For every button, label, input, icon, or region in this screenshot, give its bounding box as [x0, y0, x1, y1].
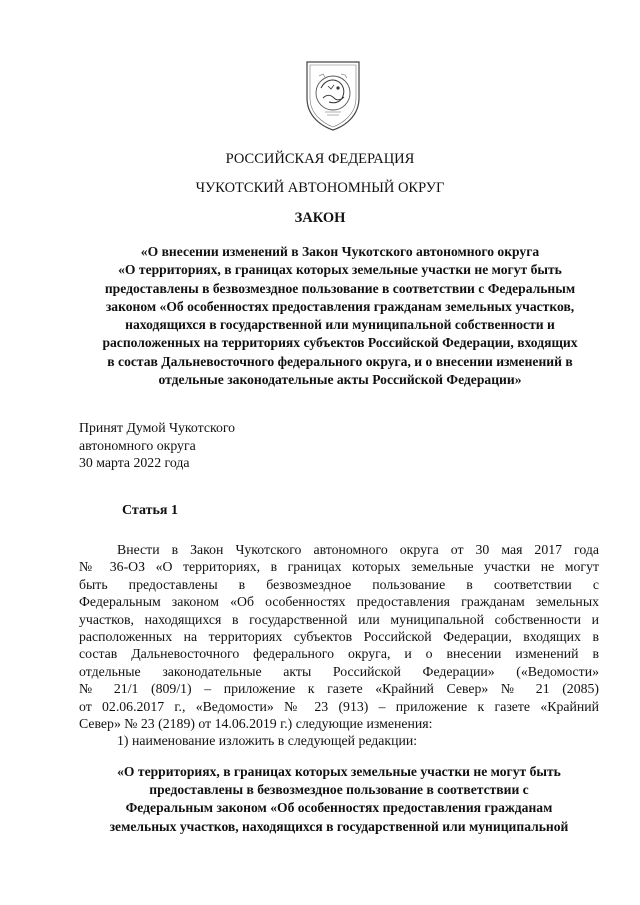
acceptance-note: [79, 419, 235, 472]
title-line: расположенных на территориях субъектов Российской Федерации, входящих: [102, 335, 578, 351]
body-line: от 02.06.2017 г., «Ведомости» № 23 (913) – приложение к газете «Крайний: [79, 698, 599, 714]
quote-line: предоставлены в безвозмездное пользование в соответствии с: [149, 782, 529, 798]
body-line: расположенных на территориях субъектов Российской Федерации, входящих в: [79, 628, 599, 644]
quote-line: «О территориях, в границах которых земельные участки не могут быть: [117, 764, 561, 779]
acceptance-line: 30 марта 2022 года: [79, 455, 190, 470]
body-line: быть предоставлены в безвозмездное пользование в соответствии с: [79, 576, 599, 592]
title-line: предоставлены в безвозмездное пользование в соответствии с Федеральным: [104, 280, 576, 296]
body-line: № 21/1 (809/1) – приложение к газете «Крайний Север» № 21 (2085): [79, 681, 599, 697]
acceptance-line: Принят Думой Чукотского: [79, 420, 236, 435]
doc-type-heading: ЗАКОН: [294, 210, 346, 226]
region-heading: ЧУКОТСКИЙ АВТОНОМНЫЙ ОКРУГ: [195, 180, 445, 196]
article-heading: Статья 1: [122, 503, 178, 518]
body-line: Внести в Закон Чукотского автономного округа от 30 мая 2017 года: [117, 542, 599, 557]
new-title-quote: [79, 763, 599, 836]
title-line: в состав Дальневосточного федерального округа, и о внесении изменений в: [107, 353, 573, 369]
article-body: [79, 541, 599, 750]
body-line: участков, находящихся в государственной или муниципальной собственности и: [79, 611, 599, 627]
title-line: «О внесении изменений в Закон Чукотского автономного округа: [140, 244, 540, 259]
item-1: 1) наименование изложить в следующей редакции:: [117, 733, 418, 749]
federation-heading: РОССИЙСКАЯ ФЕДЕРАЦИЯ: [225, 151, 415, 167]
title-line: законом «Об особенностях предоставления гражданам земельных участков,: [105, 298, 575, 314]
body-line: Федеральным законом «Об особенностях предоставления гражданам земельных: [79, 594, 599, 610]
quote-line: Федеральным законом «Об особенностях предоставления гражданам: [125, 800, 553, 816]
body-line: состав Дальневосточного федерального округа, и о внесении изменений в: [79, 646, 599, 662]
quote-line: земельных участков, находящихся в государственной или муниципальной: [109, 818, 569, 834]
law-title: [80, 243, 600, 389]
coat-of-arms-icon: [301, 58, 365, 132]
title-line: находящихся в государственной или муниципальной собственности и: [125, 317, 555, 333]
title-line: отдельные законодательные акты Российской Федерации»: [158, 372, 522, 388]
body-line: отдельные законодательные акты Российской Федерации» («Ведомости»: [79, 663, 599, 679]
acceptance-line: автономного округа: [79, 437, 196, 453]
body-line: № 36-ОЗ «О территориях, в границах которых земельные участки не могут: [79, 559, 599, 575]
body-line: Север» № 23 (2189) от 14.06.2019 г.) следующие изменения:: [79, 715, 433, 731]
title-line: «О территориях, в границах которых земельные участки не могут быть: [118, 262, 562, 278]
